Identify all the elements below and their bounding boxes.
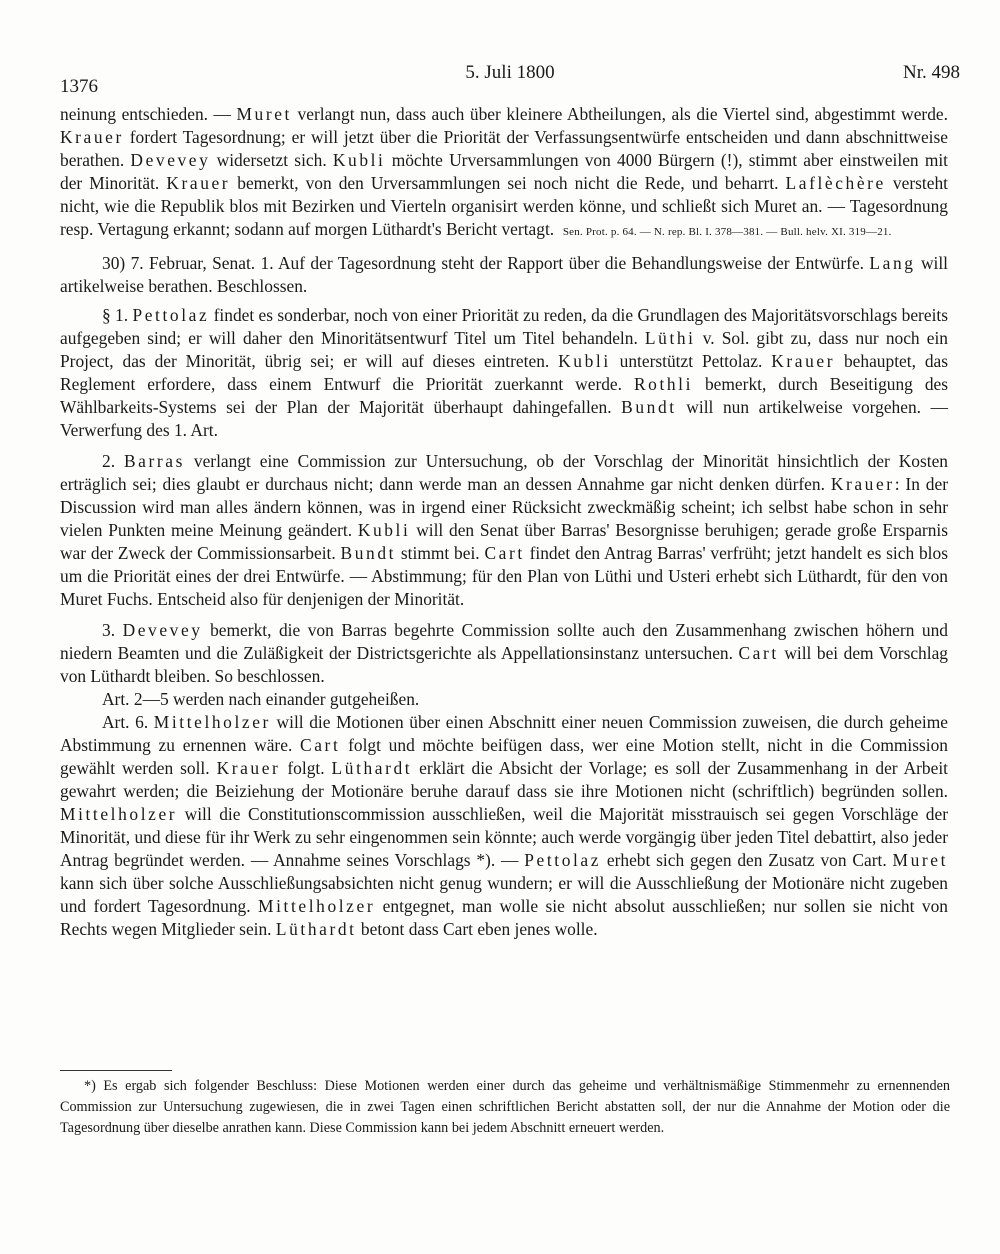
paragraph-continuation [60, 103, 948, 244]
text-run: will die Constitutionscommission ausschließen, weil die Majorität misstrauisch sei gegen Vorschläge der Minorität, und diese für ihr Werk zu sehr eingenommen sein könnte; auch werde vorgängig über jeden Titel debattirt, also jeder Antrag begründet werden. — Annahme seines Vorschlags *). — [60, 804, 948, 870]
text-run: neinung entschieden. — [60, 104, 237, 124]
text-run: will bei dem Vorschlag von Lüthardt bleiben. So beschlossen. [60, 643, 948, 686]
text-run: 3. [102, 620, 123, 640]
text-run: erklärt die Absicht der Vorlage; es soll der Zusammenhang in der Arbeit gewahrt werden; die Beiziehung der Motionäre beruhe darauf dass sie ihre Motionen nicht (schriftlich) begründen sollen. [60, 758, 949, 801]
paragraph-senate-session [60, 252, 948, 298]
text-run: unterstützt Pettolaz. [610, 351, 772, 371]
speaker-name: Lüthi [644, 328, 696, 348]
text-run: kann sich über solche Ausschließungsabsichten nicht genug wundern; er will die Ausschließung der Motionäre nicht zugeben und fordert Tagesordnung. [60, 873, 948, 916]
text-run: : In der Discussion wird man alles ändern können, was in irgend einer Rücksicht zweckmäßig scheint; ich selbst habe schon in sehr vielen Punkten meine Meinung geändert. [60, 474, 948, 540]
speaker-name: Bundt [621, 397, 677, 417]
speaker-name: Krauer [60, 127, 124, 147]
text-run: will den Senat über Barras' Besorgnisse beruhigen; gerade große Ersparnis war der Zweck der Commissionsarbeit. [60, 520, 949, 563]
text-run: folgt und möchte beifügen dass, wer eine Motion stellt, nicht in die Commission gewählt werden soll. [60, 735, 949, 778]
document-number: Nr. 498 [903, 62, 960, 83]
footnote-divider [60, 1070, 172, 1071]
paragraph-section-1 [60, 304, 948, 442]
text-run: 2. [102, 451, 124, 471]
text-run: will artikelweise berathen. Beschlossen. [60, 253, 948, 296]
text-run: 30) 7. Februar, Senat. 1. Auf der Tagesordnung steht der Rapport über die Behandlungsweise der Entwürfe. [102, 253, 870, 273]
speaker-name: Lüthardt [275, 919, 357, 939]
speaker-name: Cart [300, 735, 341, 755]
text-run: verlangt nun, dass auch über kleinere Abtheilungen, als die Viertel sind, abgestimmt werde. [292, 104, 948, 124]
speaker-name: Pettolaz [524, 850, 602, 870]
text-run: findet es sonderbar, noch von einer Priorität zu reden, da die Grundlagen des Majoritätsvorschlags bereits aufgegeben sind; er will daher den Minoritätsentwurf Titel um Titel behandeln. [60, 305, 948, 348]
text-run: Art. 6. [102, 712, 154, 732]
speaker-name: Lang [869, 253, 916, 273]
text-run: bemerkt, von den Urversammlungen sei noch nicht die Rede, und beharrt. [230, 173, 786, 193]
speaker-name: Bundt [340, 543, 397, 563]
speaker-name: Krauer [166, 173, 231, 193]
text-run: folgt. [280, 758, 332, 778]
text-run: widersetzt sich. [210, 150, 333, 170]
speaker-name: Kubli [558, 351, 611, 371]
text-run: behauptet, das Reglement erfordere, dass einem Entwurf die Priorität zuerkannt werde. [60, 351, 949, 394]
text-run: stimmt bei. [396, 543, 485, 563]
speaker-name: Pettolaz [132, 305, 210, 325]
body-text [60, 103, 948, 941]
speaker-name: Rothli [633, 374, 694, 394]
paragraph-article-6 [60, 711, 948, 941]
text-run: fordert Tagesordnung; er will jetzt über die Priorität der Verfassungsentwürfe entscheiden und dann abschnittweise berathen. [60, 127, 948, 170]
page-number: 1376 [60, 76, 98, 97]
speaker-name: Devevey [130, 150, 211, 170]
speaker-name: Laflèchère [785, 173, 886, 193]
speaker-name: Krauer [216, 758, 281, 778]
text-run: entgegnet, man wolle sie nicht absolut ausschließen; nur sollen sie nicht von Rechts wegen Mitglieder sein. [60, 896, 948, 939]
speaker-name: Mittelholzer [60, 804, 178, 824]
text-run: versteht nicht, wie die Republik blos mit Bezirken und Vierteln organisirt werden könne, und schließt sich Muret an. — Tagesordnung resp. Vertagung erkannt; sodann auf morgen Lüthardt's Bericht vertagt. [60, 173, 948, 239]
speaker-name: Lüthardt [331, 758, 413, 778]
text-run: Art. 2—5 werden nach einander gutgeheißen. [102, 689, 420, 709]
text-run: möchte Urversammlungen von 4000 Bürgern (!), stimmt aber einstweilen mit der Minorität. [60, 150, 949, 193]
text-run: will nun artikelweise vorgehen. — Verwerfung des 1. Art. [60, 397, 948, 440]
paragraph-item-3 [60, 619, 948, 688]
speaker-name: Cart [484, 543, 525, 563]
speaker-name: Muret [892, 850, 949, 870]
page-header [60, 62, 960, 97]
text-run: v. Sol. gibt zu, dass nur noch ein Project, das der Minorität, übrig sei; er will auf dieses eintreten. [60, 328, 948, 371]
text-run: will die Motionen über einen Abschnitt einer neuen Commission zuweisen, die durch geheime Abstimmung zu ernennen wäre. [60, 712, 948, 755]
text-run: betont dass Cart eben jenes wolle. [356, 919, 598, 939]
paragraph-item-2 [60, 450, 948, 611]
speaker-name: Mittelholzer [153, 712, 271, 732]
speaker-name: Devevey [122, 620, 203, 640]
text-run: bemerkt, durch Beseitigung des Wählbarkeits-Systems sei der Plan der Majorität überhaupt dahingefallen. [60, 374, 949, 417]
speaker-name: Krauer [771, 351, 836, 371]
source-citation: Sen. Prot. p. 64. — N. rep. Bl. I. 378—381. — Bull. helv. XI. 319—21. [562, 226, 892, 238]
speaker-name: Krauer [830, 474, 895, 494]
text-run: findet den Antrag Barras' verfrüht; jetzt handelt es sich blos um die Priorität eines der drei Entwürfe. — Abstimmung; für den Plan von Lüthi und Usteri erhebt sich Lüthardt, für den von Muret Fuchs. Entscheid also für denjenigen der Minorität. [60, 543, 948, 609]
header-date: 5. Juli 1800 [465, 62, 555, 83]
speaker-name: Mittelholzer [258, 896, 376, 916]
paragraph-articles-2-5 [60, 688, 948, 711]
speaker-name: Kubli [357, 520, 411, 540]
speaker-name: Barras [123, 451, 185, 471]
speaker-name: Kubli [332, 150, 386, 170]
text-run: verlangt eine Commission zur Untersuchung, ob der Vorschlag der Minorität hinsichtlich der Kosten erträglich sei; dies glaubt er durchaus nicht; dann werde man an dessen Annahme gar nicht denken dürfen. [60, 451, 948, 494]
speaker-name: Muret [236, 104, 292, 124]
text-run: erhebt sich gegen den Zusatz von Cart. [601, 850, 893, 870]
text-run: § 1. [102, 305, 133, 325]
speaker-name: Cart [738, 643, 779, 663]
footnote: *) Es ergab sich folgender Beschluss: Diese Motionen werden einer durch das geheime und verhältnismäßige Stimmenmehr zu ernennenden Commission zur Untersuchung zugewiesen, die in zwei Tagen einen schriftlichen Bericht abstatten soll, der nur die Annahme der Motion oder die Tagesordnung über dieselbe anrathen kann. Diese Commission kann bei jedem Abschnitt erneuert werden. [60, 1078, 950, 1136]
text-run: bemerkt, die von Barras begehrte Commission sollte auch den Zusammenhang zwischen höhern und niedern Beamten und die Zuläßigkeit der Districtsgerichte als Appellationsinstanz untersuchen. [60, 620, 948, 663]
